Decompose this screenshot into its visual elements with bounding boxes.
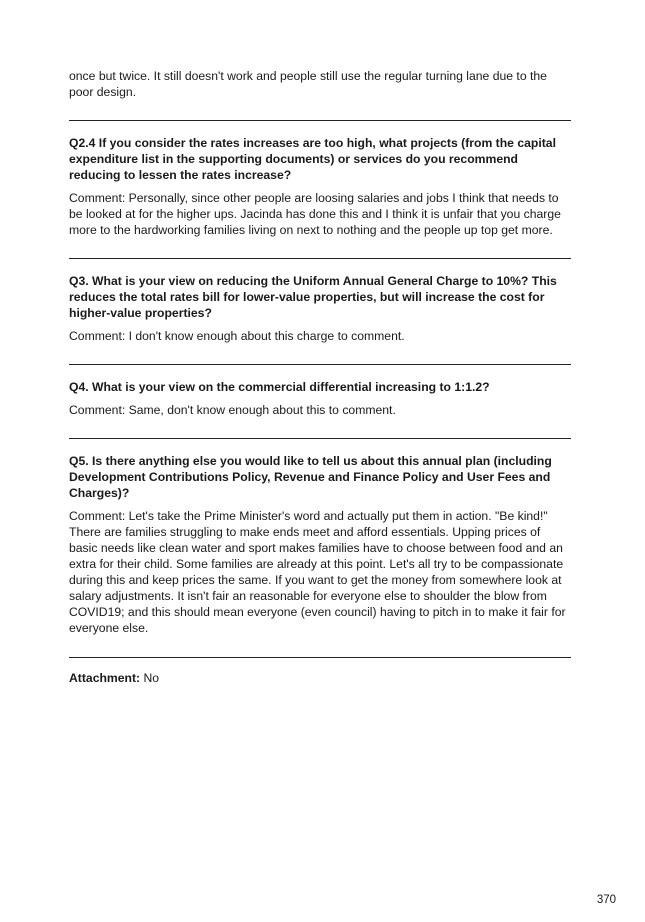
section-divider	[69, 438, 571, 439]
section-divider	[69, 657, 571, 658]
question-q5: Q5. Is there anything else you would like to tell us about this annual plan (including Development Contributions Policy, Revenue and Finance Policy and User Fees and Charges)?	[69, 454, 552, 500]
comment-q2-4: Comment: Personally, since other people are loosing salaries and jobs I think that needs to be looked at for the higher ups. Jacinda has done this and I think it is unfair that you charge more to the hardworking families living on next to nothing and the people up top get more.	[69, 191, 561, 237]
attachment-line	[69, 670, 571, 686]
attachment-value: No	[143, 671, 160, 685]
document-page	[69, 68, 571, 686]
comment-q4: Comment: Same, don't know enough about this to comment.	[69, 403, 396, 417]
section-divider	[69, 120, 571, 121]
section-divider	[69, 364, 571, 365]
comment-q3: Comment: I don't know enough about this charge to comment.	[69, 329, 405, 343]
question-q3: Q3. What is your view on reducing the Uniform Annual General Charge to 10%? This reduces the total rates bill for lower-value properties, but will increase the cost for higher-value properties?	[69, 274, 557, 320]
question-q4: Q4. What is your view on the commercial differential increasing to 1:1.2?	[69, 380, 490, 394]
page-number: 370	[596, 894, 616, 906]
question-q2-4: Q2.4 If you consider the rates increases are too high, what projects (from the capital expenditure list in the supporting documents) or services do you recommend reducing to lessen the rates increase?	[69, 136, 556, 182]
attachment-label: Attachment:	[69, 671, 141, 685]
comment-q5: Comment: Let's take the Prime Minister's word and actually put them in action. "Be kind!" There are families struggling to make ends meet and afford essentials. Upping prices of basic needs like clean water and sport makes families have to choose between food and an extra for their child. Some families are already at this point. Let's all try to be compassionate during this and keep prices the same. If you want to get the money from somewhere look at salary adjustments. It isn't fair an reasonable for everyone else to shoulder the blow from COVID19; and this should mean everyone (even council) having to pitch in to make it fair for everyone else.	[69, 509, 566, 635]
intro-continuation: once but twice. It still doesn't work and people still use the regular turning lane due to the poor design.	[69, 69, 547, 99]
section-divider	[69, 258, 571, 259]
